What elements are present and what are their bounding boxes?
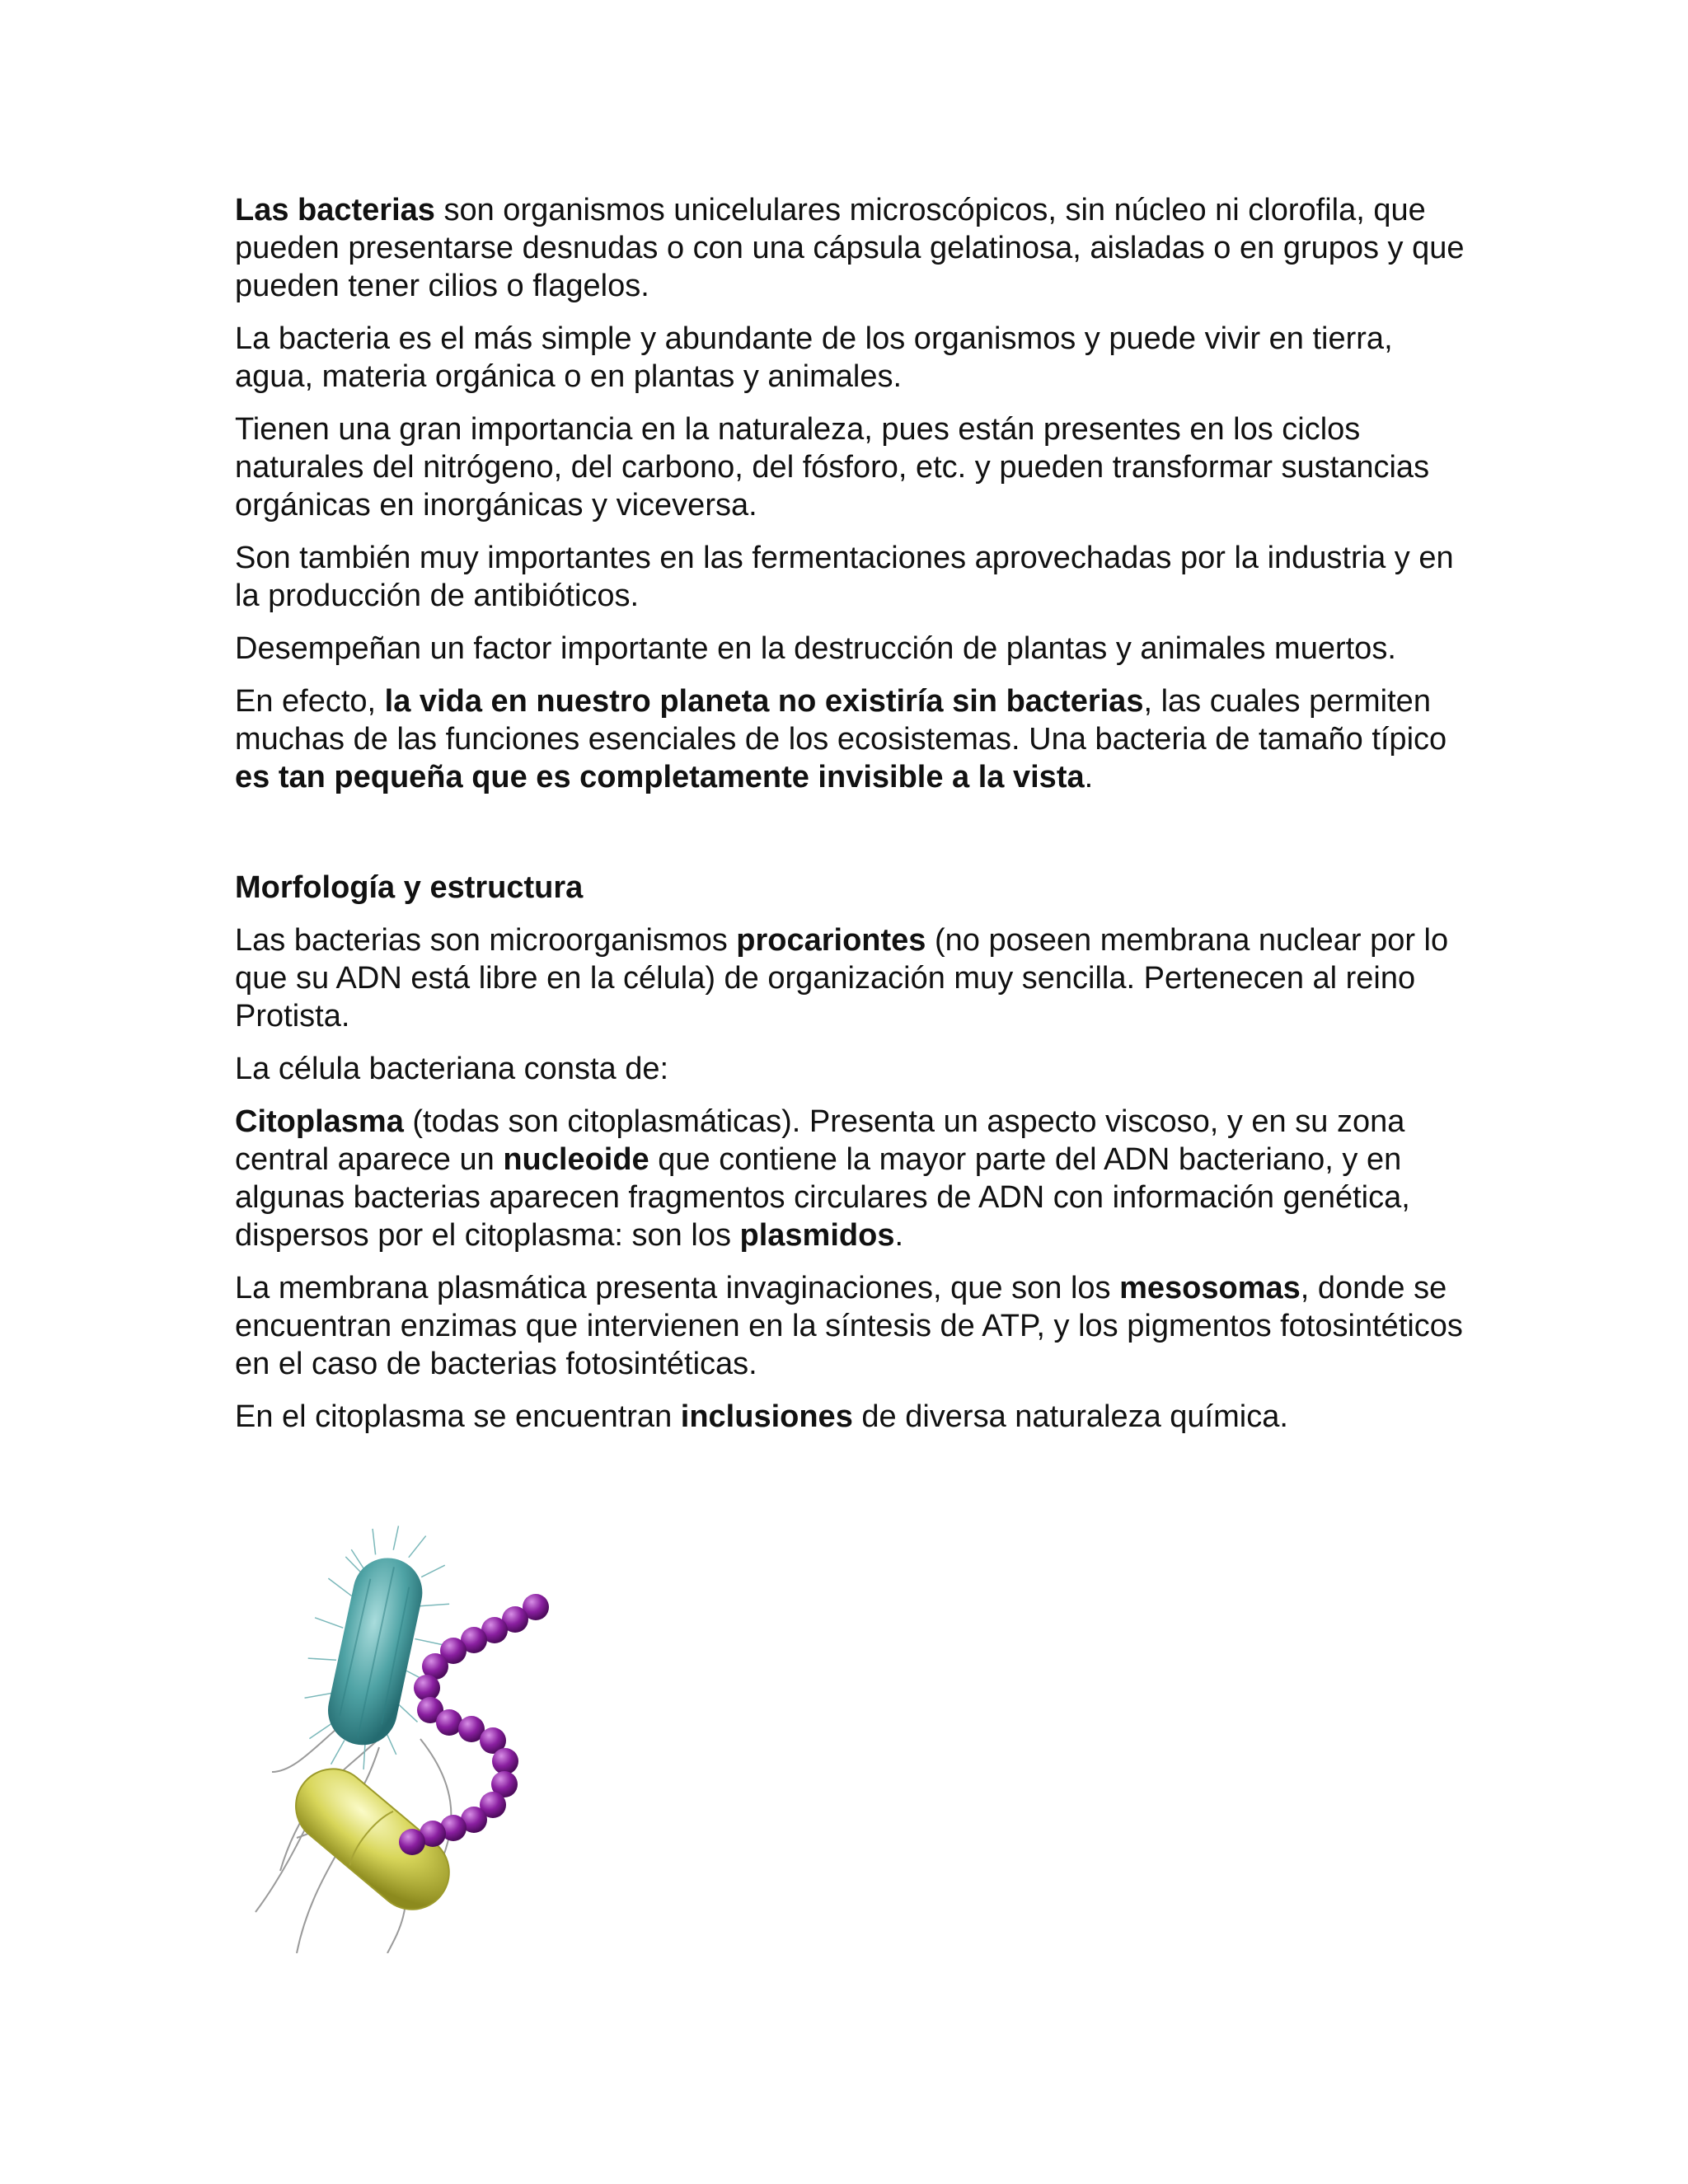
bold-term: nucleoide [503,1142,649,1177]
section-paragraph-1: Las bacterias son microorganismos procariontes (no poseen membrana nuclear por lo que su ADN está libre en la célula) de organización muy sencilla. Pertenecen al reino Protista. [235,923,1449,1033]
document-body [235,191,1471,1451]
intro-paragraph-4: Son también muy importantes en las fermentaciones aprovechadas por la industria y en la producción de antibióticos. [235,541,1454,613]
section-heading: Morfología y estructura [235,870,584,905]
teal-bacillus [286,1525,467,1783]
bacteria-illustration [247,1525,577,1953]
intro-paragraph-2: La bacteria es el más simple y abundante de los organismos y puede vivir en tierra, agua, materia orgánica o en plantas y animales. [235,321,1393,394]
bold-term: plasmidos [739,1218,895,1253]
streptococcus-chain [399,1594,549,1855]
intro-paragraph-6: En efecto, la vida en nuestro planeta no existiría sin bacterias, las cuales permiten muchas de las funciones esenciales de los ecosistemas. Una bacteria de tamaño típico es tan pequeña que es completamente invisible a la vista. [235,684,1447,794]
bold-term: Las bacterias [235,193,435,227]
intro-paragraph-1: Las bacterias son organismos unicelulares microscópicos, sin núcleo ni clorofila, que pueden presentarse desnudas o con una cápsula gelatinosa, aisladas o en grupos y que pueden tener cilios o flagelos. [235,193,1465,303]
bold-term: Citoplasma [235,1104,404,1139]
section-paragraph-4: La membrana plasmática presenta invaginaciones, que son los mesosomas, donde se encuentran enzimas que intervienen en la síntesis de ATP, y los pigmentos fotosintéticos en el caso de bacterias fotosintéticas. [235,1271,1463,1381]
bold-term: procariontes [736,923,926,958]
bold-phrase: es tan pequeña que es completamente invisible a la vista [235,760,1085,794]
bold-term: mesosomas [1119,1271,1301,1305]
bold-term: inclusiones [680,1399,853,1434]
intro-paragraph-3: Tienen una gran importancia en la naturaleza, pues están presentes en los ciclos naturales del nitrógeno, del carbono, del fósforo, etc. y pueden transformar sustancias orgánicas en inorgánicas y viceversa. [235,412,1430,523]
section-paragraph-3: Citoplasma (todas son citoplasmáticas). Presenta un aspecto viscoso, y en su zona central aparece un nucleoide que contiene la mayor parte del ADN bacteriano, y en algunas bacterias aparecen fragmentos circulares de ADN con información genética, dispersos por el citoplasma: son los plasmidos. [235,1104,1410,1253]
section-paragraph-2: La célula bacteriana consta de: [235,1052,669,1086]
section-paragraph-5: En el citoplasma se encuentran inclusiones de diversa naturaleza química. [235,1399,1288,1434]
bold-phrase: la vida en nuestro planeta no existiría sin bacterias [384,684,1144,719]
intro-paragraph-5: Desempeñan un factor importante en la destrucción de plantas y animales muertos. [235,631,1396,666]
